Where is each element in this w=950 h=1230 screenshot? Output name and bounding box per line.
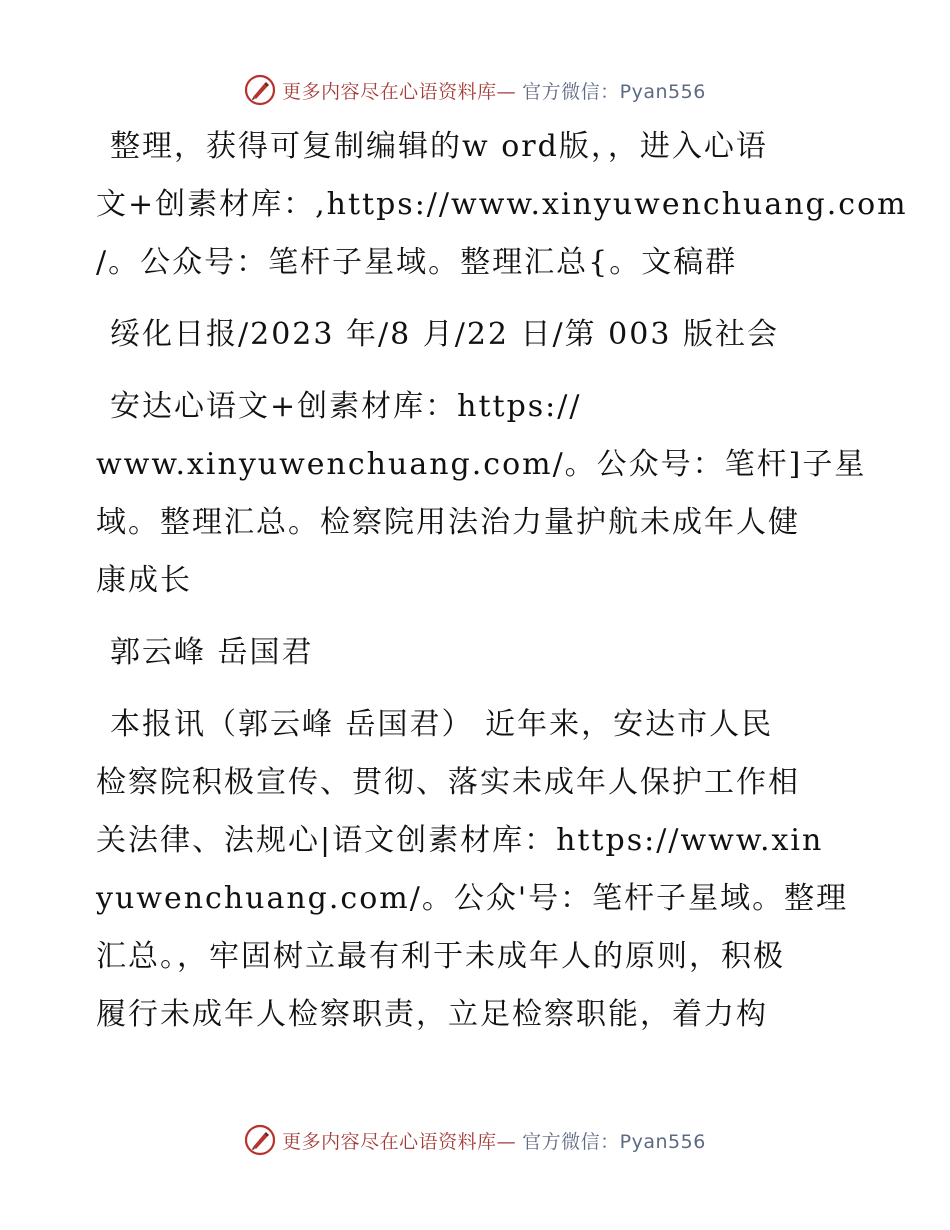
text-line: www.xinyuwenchuang.com/。公众号：笔杆]子星 [96, 447, 867, 482]
banner-main-text: 更多内容尽在心语资料库— [282, 1130, 517, 1153]
text-line: 关法律、法规心|语文创素材库：https://www.xin [96, 823, 824, 858]
banner-main-text: 更多内容尽在心语资料库— [282, 80, 517, 103]
footer-banner [0, 1120, 950, 1160]
paragraph-body [96, 696, 856, 1044]
text-line: /。公众号：笔杆子星域。整理汇总{。文稿群 [96, 245, 738, 280]
text-line: 汇总。，牢固树立最有利于未成年人的原则，积极 [96, 939, 785, 974]
text-line: 域。整理汇总。检察院用法治力量护航未成年人健 [96, 505, 800, 540]
text-line: 郭云峰 岳国君 [110, 635, 314, 670]
text-line: 康成长 [96, 563, 192, 598]
text-line: 检察院积极宣传、贯彻、落实未成年人保护工作相 [96, 765, 800, 800]
text-line: 文+创素材库：,https://www.xinyuwenchuang.com [96, 187, 908, 222]
banner-wechat-text: 官方微信：Pyan556 [522, 1130, 706, 1153]
paragraph-source [96, 306, 856, 364]
text-line: yuwenchuang.com/。公众'号：笔杆子星域。整理 [96, 881, 849, 916]
banner-wechat-text: 官方微信：Pyan556 [522, 80, 706, 103]
text-line: 整理，获得可复制编辑的w ord版，，进入心语 [110, 129, 768, 164]
paragraph-authors [96, 624, 856, 682]
paragraph-title [96, 378, 867, 610]
text-line: 本报讯（郭云峰 岳国君） 近年来，安达市人民 [110, 707, 774, 742]
text-line: 绥化日报/2023 年/8 月/22 日/第 003 版社会 [110, 317, 779, 352]
paragraph-intro [96, 118, 908, 292]
pen-logo-icon [244, 74, 276, 106]
text-line: 安达心语文+创素材库：https:// [110, 389, 582, 424]
document-body [96, 118, 908, 1044]
pen-logo-icon [244, 1124, 276, 1156]
header-banner [0, 70, 950, 110]
text-line: 履行未成年人检察职责，立足检察职能，着力构 [96, 997, 768, 1032]
